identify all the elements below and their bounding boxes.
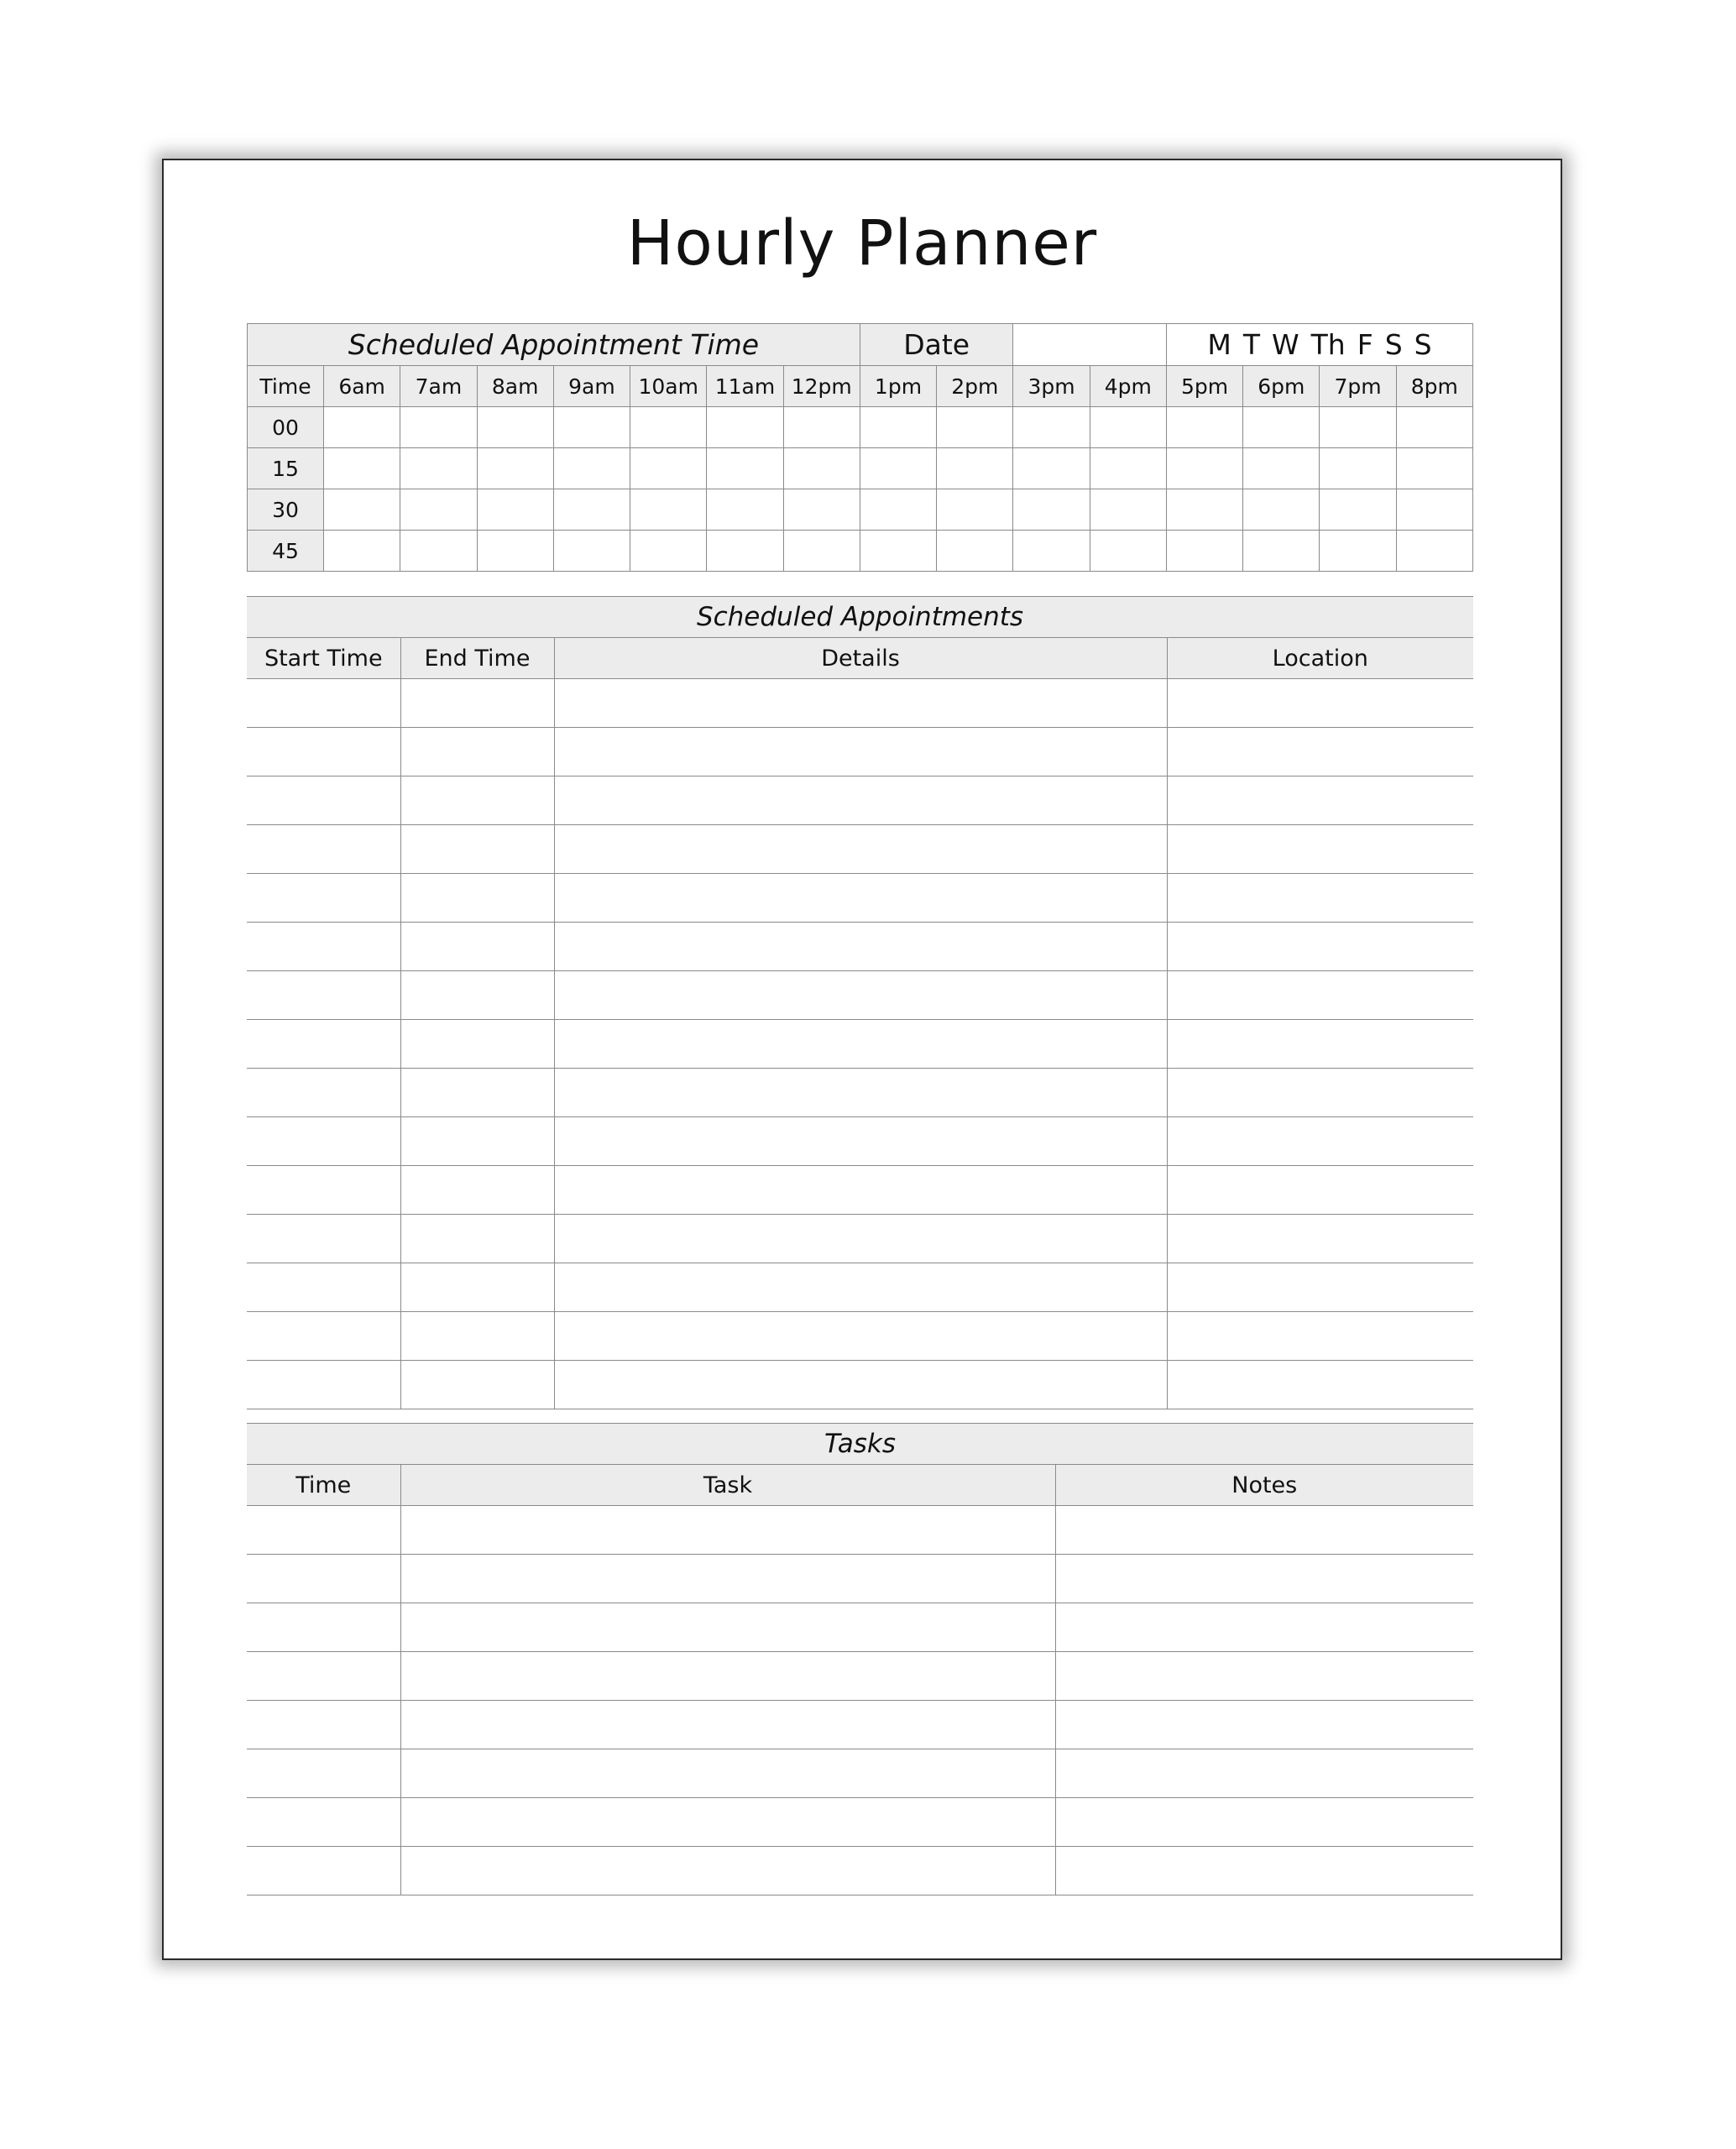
hour-header-row xyxy=(248,366,1473,407)
hour-header: 7am xyxy=(400,366,477,407)
task-time-cell[interactable] xyxy=(247,1749,400,1798)
date-label: Date xyxy=(860,324,1013,366)
hour-header: 11am xyxy=(707,366,783,407)
end-time-cell[interactable] xyxy=(400,825,554,874)
details-header: Details xyxy=(554,638,1167,679)
location-cell[interactable] xyxy=(1167,1312,1473,1361)
hour-header: 10am xyxy=(630,366,707,407)
task-cell[interactable] xyxy=(400,1506,1055,1555)
hour-header: 6pm xyxy=(1243,366,1320,407)
task-time-cell[interactable] xyxy=(247,1701,400,1749)
hour-header: 7pm xyxy=(1320,366,1396,407)
time-slot-cell[interactable] xyxy=(1090,531,1166,572)
table-row xyxy=(247,1069,1473,1117)
time-slot-cell[interactable] xyxy=(1090,407,1166,448)
location-cell[interactable] xyxy=(1167,1069,1473,1117)
details-cell[interactable] xyxy=(554,1069,1167,1117)
time-slot-cell[interactable] xyxy=(1396,531,1472,572)
end-time-cell[interactable] xyxy=(400,971,554,1020)
time-slot-cell[interactable] xyxy=(1320,448,1396,489)
task-header: Task xyxy=(400,1465,1055,1506)
task-cell[interactable] xyxy=(400,1798,1055,1847)
time-slot-cell[interactable] xyxy=(783,531,860,572)
details-cell[interactable] xyxy=(554,1312,1167,1361)
time-slot-cell[interactable] xyxy=(707,448,783,489)
time-slot-cell[interactable] xyxy=(630,448,707,489)
time-column-header: Time xyxy=(248,366,324,407)
end-time-cell[interactable] xyxy=(400,1263,554,1312)
location-cell[interactable] xyxy=(1167,1117,1473,1166)
notes-cell[interactable] xyxy=(1055,1652,1473,1701)
hour-header: 8pm xyxy=(1396,366,1472,407)
time-slot-cell[interactable] xyxy=(1090,448,1166,489)
minute-label: 30 xyxy=(248,489,324,531)
time-slot-cell[interactable] xyxy=(477,531,553,572)
tasks-table xyxy=(247,1423,1473,1895)
time-slot-cell[interactable] xyxy=(1013,448,1090,489)
hour-header: 9am xyxy=(553,366,630,407)
start-time-cell[interactable] xyxy=(247,1166,400,1215)
start-time-header: Start Time xyxy=(247,638,400,679)
time-slot-cell[interactable] xyxy=(477,448,553,489)
table-row xyxy=(247,1361,1473,1409)
location-cell[interactable] xyxy=(1167,776,1473,825)
day-saturday[interactable]: S xyxy=(1384,328,1403,361)
scheduled-appointment-time-banner: Scheduled Appointment Time xyxy=(248,324,860,366)
time-slot-cell[interactable] xyxy=(783,489,860,531)
planner-page xyxy=(162,159,1562,1960)
task-cell[interactable] xyxy=(400,1603,1055,1652)
notes-header: Notes xyxy=(1055,1465,1473,1506)
weekday-selector xyxy=(1166,324,1472,366)
location-cell[interactable] xyxy=(1167,728,1473,776)
start-time-cell[interactable] xyxy=(247,776,400,825)
day-friday[interactable]: F xyxy=(1357,328,1373,361)
details-cell[interactable] xyxy=(554,971,1167,1020)
details-cell[interactable] xyxy=(554,1020,1167,1069)
details-cell[interactable] xyxy=(554,923,1167,971)
details-cell[interactable] xyxy=(554,825,1167,874)
notes-cell[interactable] xyxy=(1055,1603,1473,1652)
time-slot-cell[interactable] xyxy=(1166,489,1242,531)
table-row xyxy=(247,1652,1473,1701)
time-slot-cell[interactable] xyxy=(1243,531,1320,572)
time-slot-cell[interactable] xyxy=(937,407,1013,448)
hour-header: 8am xyxy=(477,366,553,407)
hour-header: 4pm xyxy=(1090,366,1166,407)
location-cell[interactable] xyxy=(1167,1215,1473,1263)
start-time-cell[interactable] xyxy=(247,679,400,728)
table-row xyxy=(247,1166,1473,1215)
location-cell[interactable] xyxy=(1167,874,1473,923)
end-time-cell[interactable] xyxy=(400,1166,554,1215)
task-time-cell[interactable] xyxy=(247,1603,400,1652)
time-slot-cell[interactable] xyxy=(1243,448,1320,489)
minute-label: 00 xyxy=(248,407,324,448)
details-cell[interactable] xyxy=(554,776,1167,825)
time-slot-cell[interactable] xyxy=(860,531,936,572)
notes-cell[interactable] xyxy=(1055,1701,1473,1749)
time-slot-cell[interactable] xyxy=(1166,448,1242,489)
table-row xyxy=(247,1312,1473,1361)
time-slot-cell[interactable] xyxy=(707,531,783,572)
end-time-cell[interactable] xyxy=(400,1215,554,1263)
minute-row xyxy=(248,407,1473,448)
start-time-cell[interactable] xyxy=(247,825,400,874)
details-cell[interactable] xyxy=(554,1263,1167,1312)
time-slot-cell[interactable] xyxy=(937,489,1013,531)
time-slot-cell[interactable] xyxy=(1243,489,1320,531)
end-time-cell[interactable] xyxy=(400,1312,554,1361)
details-cell[interactable] xyxy=(554,1215,1167,1263)
table-row xyxy=(247,728,1473,776)
start-time-cell[interactable] xyxy=(247,1263,400,1312)
table-row xyxy=(247,1263,1473,1312)
time-slot-cell[interactable] xyxy=(1166,407,1242,448)
day-wednesday[interactable]: W xyxy=(1271,328,1299,361)
table-row xyxy=(247,971,1473,1020)
page-title: Hourly Planner xyxy=(626,207,1098,280)
table-row xyxy=(247,825,1473,874)
time-slot-cell[interactable] xyxy=(937,448,1013,489)
task-time-cell[interactable] xyxy=(247,1652,400,1701)
start-time-cell[interactable] xyxy=(247,1020,400,1069)
time-slot-cell[interactable] xyxy=(400,448,477,489)
table-row xyxy=(247,1555,1473,1603)
table-row xyxy=(247,679,1473,728)
start-time-cell[interactable] xyxy=(247,728,400,776)
table-row xyxy=(247,1798,1473,1847)
day-sunday[interactable]: S xyxy=(1414,328,1432,361)
time-slot-cell[interactable] xyxy=(630,489,707,531)
details-cell[interactable] xyxy=(554,874,1167,923)
time-slot-cell[interactable] xyxy=(1396,489,1472,531)
task-time-header: Time xyxy=(247,1465,400,1506)
task-time-cell[interactable] xyxy=(247,1506,400,1555)
end-time-cell[interactable] xyxy=(400,1069,554,1117)
table-row xyxy=(247,1847,1473,1895)
table-row xyxy=(247,874,1473,923)
location-cell[interactable] xyxy=(1167,1166,1473,1215)
location-cell[interactable] xyxy=(1167,971,1473,1020)
minute-row xyxy=(248,531,1473,572)
time-slot-cell[interactable] xyxy=(1320,407,1396,448)
time-slot-cell[interactable] xyxy=(1013,407,1090,448)
time-slot-cell[interactable] xyxy=(860,489,936,531)
table-row xyxy=(247,776,1473,825)
time-slot-cell[interactable] xyxy=(553,489,630,531)
hourly-schedule-grid xyxy=(247,323,1473,572)
time-slot-cell[interactable] xyxy=(400,407,477,448)
time-slot-cell[interactable] xyxy=(1013,489,1090,531)
time-slot-cell[interactable] xyxy=(553,531,630,572)
scheduled-appointments-banner: Scheduled Appointments xyxy=(247,597,1473,638)
start-time-cell[interactable] xyxy=(247,1361,400,1409)
time-slot-cell[interactable] xyxy=(860,448,936,489)
location-cell[interactable] xyxy=(1167,1020,1473,1069)
time-slot-cell[interactable] xyxy=(1013,531,1090,572)
day-tuesday[interactable]: T xyxy=(1242,328,1260,361)
table-row xyxy=(247,1506,1473,1555)
details-cell[interactable] xyxy=(554,1166,1167,1215)
time-slot-cell[interactable] xyxy=(783,407,860,448)
time-slot-cell[interactable] xyxy=(1243,407,1320,448)
time-slot-cell[interactable] xyxy=(937,531,1013,572)
start-time-cell[interactable] xyxy=(247,971,400,1020)
minute-label: 45 xyxy=(248,531,324,572)
end-time-cell[interactable] xyxy=(400,1117,554,1166)
details-cell[interactable] xyxy=(554,1361,1167,1409)
start-time-cell[interactable] xyxy=(247,1312,400,1361)
details-cell[interactable] xyxy=(554,679,1167,728)
minute-row xyxy=(248,489,1473,531)
table-row xyxy=(247,1749,1473,1798)
start-time-cell[interactable] xyxy=(247,1117,400,1166)
time-slot-cell[interactable] xyxy=(477,407,553,448)
table-row xyxy=(247,923,1473,971)
time-slot-cell[interactable] xyxy=(324,531,400,572)
start-time-cell[interactable] xyxy=(247,923,400,971)
time-slot-cell[interactable] xyxy=(553,448,630,489)
time-slot-cell[interactable] xyxy=(324,489,400,531)
end-time-cell[interactable] xyxy=(400,728,554,776)
time-slot-cell[interactable] xyxy=(324,448,400,489)
task-time-cell[interactable] xyxy=(247,1798,400,1847)
end-time-cell[interactable] xyxy=(400,776,554,825)
table-row xyxy=(247,1701,1473,1749)
time-slot-cell[interactable] xyxy=(630,407,707,448)
task-cell[interactable] xyxy=(400,1749,1055,1798)
minute-label: 15 xyxy=(248,448,324,489)
date-field[interactable] xyxy=(1013,324,1167,366)
end-time-cell[interactable] xyxy=(400,679,554,728)
task-cell[interactable] xyxy=(400,1701,1055,1749)
location-cell[interactable] xyxy=(1167,923,1473,971)
time-slot-cell[interactable] xyxy=(400,489,477,531)
time-slot-cell[interactable] xyxy=(630,531,707,572)
time-slot-cell[interactable] xyxy=(707,489,783,531)
minute-row xyxy=(248,448,1473,489)
location-cell[interactable] xyxy=(1167,1263,1473,1312)
end-time-cell[interactable] xyxy=(400,874,554,923)
location-cell[interactable] xyxy=(1167,825,1473,874)
task-cell[interactable] xyxy=(400,1555,1055,1603)
notes-cell[interactable] xyxy=(1055,1847,1473,1895)
notes-cell[interactable] xyxy=(1055,1749,1473,1798)
details-cell[interactable] xyxy=(554,728,1167,776)
time-slot-cell[interactable] xyxy=(477,489,553,531)
end-time-cell[interactable] xyxy=(400,923,554,971)
hour-header: 3pm xyxy=(1013,366,1090,407)
start-time-cell[interactable] xyxy=(247,874,400,923)
hour-header: 2pm xyxy=(937,366,1013,407)
table-row xyxy=(247,1215,1473,1263)
time-slot-cell[interactable] xyxy=(553,407,630,448)
day-thursday[interactable]: Th xyxy=(1310,328,1346,361)
task-time-cell[interactable] xyxy=(247,1555,400,1603)
day-monday[interactable]: M xyxy=(1207,328,1231,361)
location-header: Location xyxy=(1167,638,1473,679)
time-slot-cell[interactable] xyxy=(324,407,400,448)
notes-cell[interactable] xyxy=(1055,1555,1473,1603)
notes-cell[interactable] xyxy=(1055,1506,1473,1555)
time-slot-cell[interactable] xyxy=(400,531,477,572)
task-cell[interactable] xyxy=(400,1847,1055,1895)
time-slot-cell[interactable] xyxy=(1090,489,1166,531)
end-time-cell[interactable] xyxy=(400,1361,554,1409)
time-slot-cell[interactable] xyxy=(1320,531,1396,572)
time-slot-cell[interactable] xyxy=(707,407,783,448)
details-cell[interactable] xyxy=(554,1117,1167,1166)
table-row xyxy=(247,1117,1473,1166)
end-time-cell[interactable] xyxy=(400,1020,554,1069)
hour-header: 6am xyxy=(324,366,400,407)
task-cell[interactable] xyxy=(400,1652,1055,1701)
time-slot-cell[interactable] xyxy=(1320,489,1396,531)
end-time-header: End Time xyxy=(400,638,554,679)
start-time-cell[interactable] xyxy=(247,1215,400,1263)
notes-cell[interactable] xyxy=(1055,1798,1473,1847)
time-slot-cell[interactable] xyxy=(1166,531,1242,572)
task-time-cell[interactable] xyxy=(247,1847,400,1895)
hour-header: 1pm xyxy=(860,366,936,407)
table-row xyxy=(247,1603,1473,1652)
time-slot-cell[interactable] xyxy=(1396,448,1472,489)
time-slot-cell[interactable] xyxy=(783,448,860,489)
time-slot-cell[interactable] xyxy=(860,407,936,448)
location-cell[interactable] xyxy=(1167,1361,1473,1409)
time-slot-cell[interactable] xyxy=(1396,407,1472,448)
hour-header: 5pm xyxy=(1166,366,1242,407)
location-cell[interactable] xyxy=(1167,679,1473,728)
tasks-banner: Tasks xyxy=(247,1424,1473,1465)
hour-header: 12pm xyxy=(783,366,860,407)
start-time-cell[interactable] xyxy=(247,1069,400,1117)
table-row xyxy=(247,1020,1473,1069)
scheduled-appointments-table xyxy=(247,596,1473,1409)
